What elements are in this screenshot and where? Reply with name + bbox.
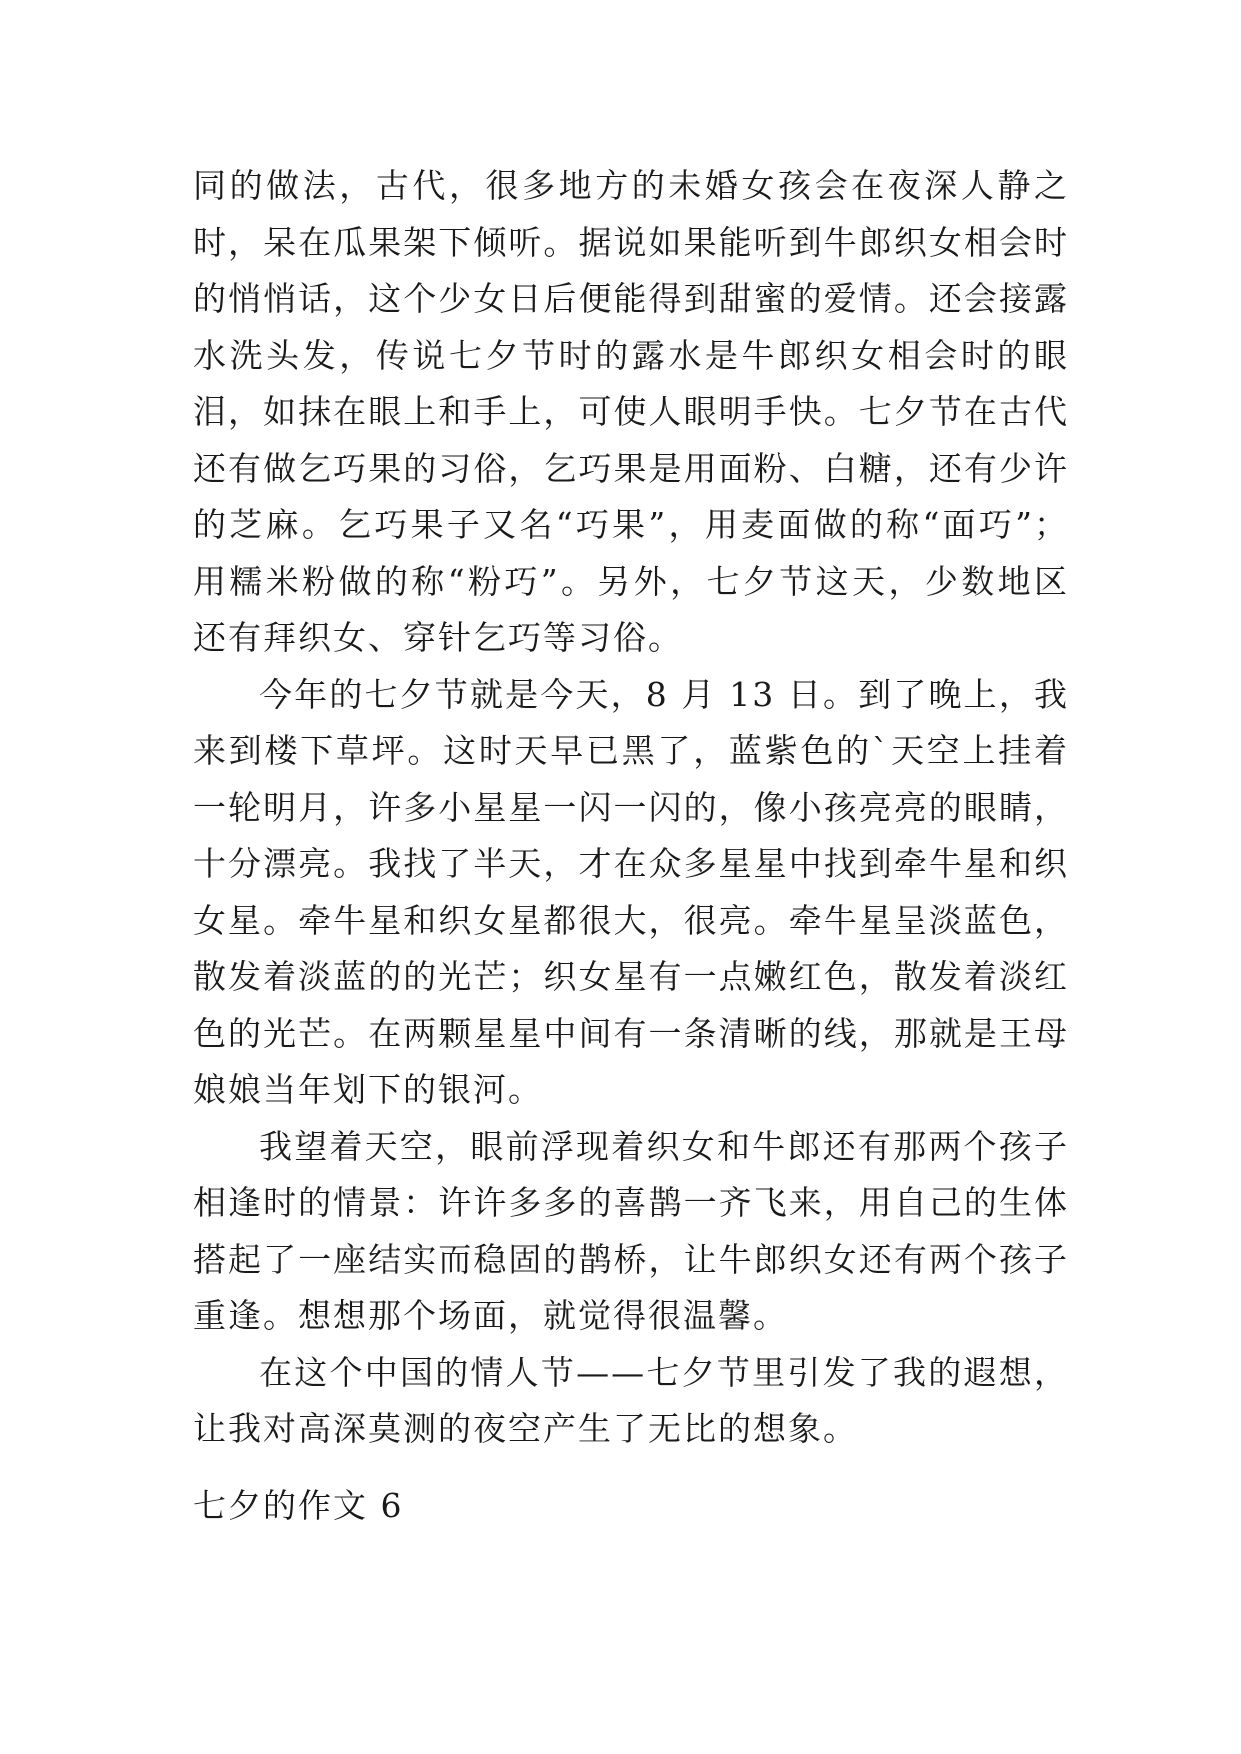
section-heading: 七夕的作文 6	[193, 1486, 404, 1525]
paragraph-continued: 同的做法，古代，很多地方的未婚女孩会在夜深人静之时，呆在瓜果架下倾听。据说如果能听到牛郎织女相会时的悄悄话，这个少女日后便能得到甜蜜的爱情。还会接露水洗头发，传说七夕节时的露水是牛郎织女相会时的眼泪，如抹在眼上和手上，可使人眼明手快。七夕节在古代还有做乞巧果的习俗，乞巧果是用面粉、白糖，还有少许的芝麻。乞巧果子又名“巧果”，用麦面做的称“面巧”；用糯米粉做的称“粉巧”。另外，七夕节这天，少数地区还有拜织女、穿针乞巧等习俗。	[193, 166, 1069, 657]
paragraph-tonight: 今年的七夕节就是今天，8 月 13 日。到了晚上，我来到楼下草坪。这时天早已黑了，蓝紫色的`天空上挂着一轮明月，许多小星星一闪一闪的，像小孩亮亮的眼睛，十分漂亮。我找了半天，才在众多星星中找到牵牛星和织女星。牵牛星和织女星都很大，很亮。牵牛星呈淡蓝色，散发着淡蓝的的光芒；织女星有一点嫩红色，散发着淡红色的光芒。在两颗星星中间有一条清晰的线，那就是王母娘娘当年划下的银河。	[193, 674, 1069, 1109]
paragraph-imagination: 我望着天空，眼前浮现着织女和牛郎还有那两个孩子相逢时的情景：许许多多的喜鹊一齐飞来，用自己的生体搭起了一座结实而稳固的鹊桥，让牛郎织女还有两个孩子重逢。想想那个场面，就觉得很温馨。	[193, 1126, 1069, 1335]
paragraph-conclusion: 在这个中国的情人节——七夕节里引发了我的遐想，让我对高深莫测的夜空产生了无比的想象。	[193, 1352, 1069, 1448]
document-body	[193, 158, 1069, 1458]
